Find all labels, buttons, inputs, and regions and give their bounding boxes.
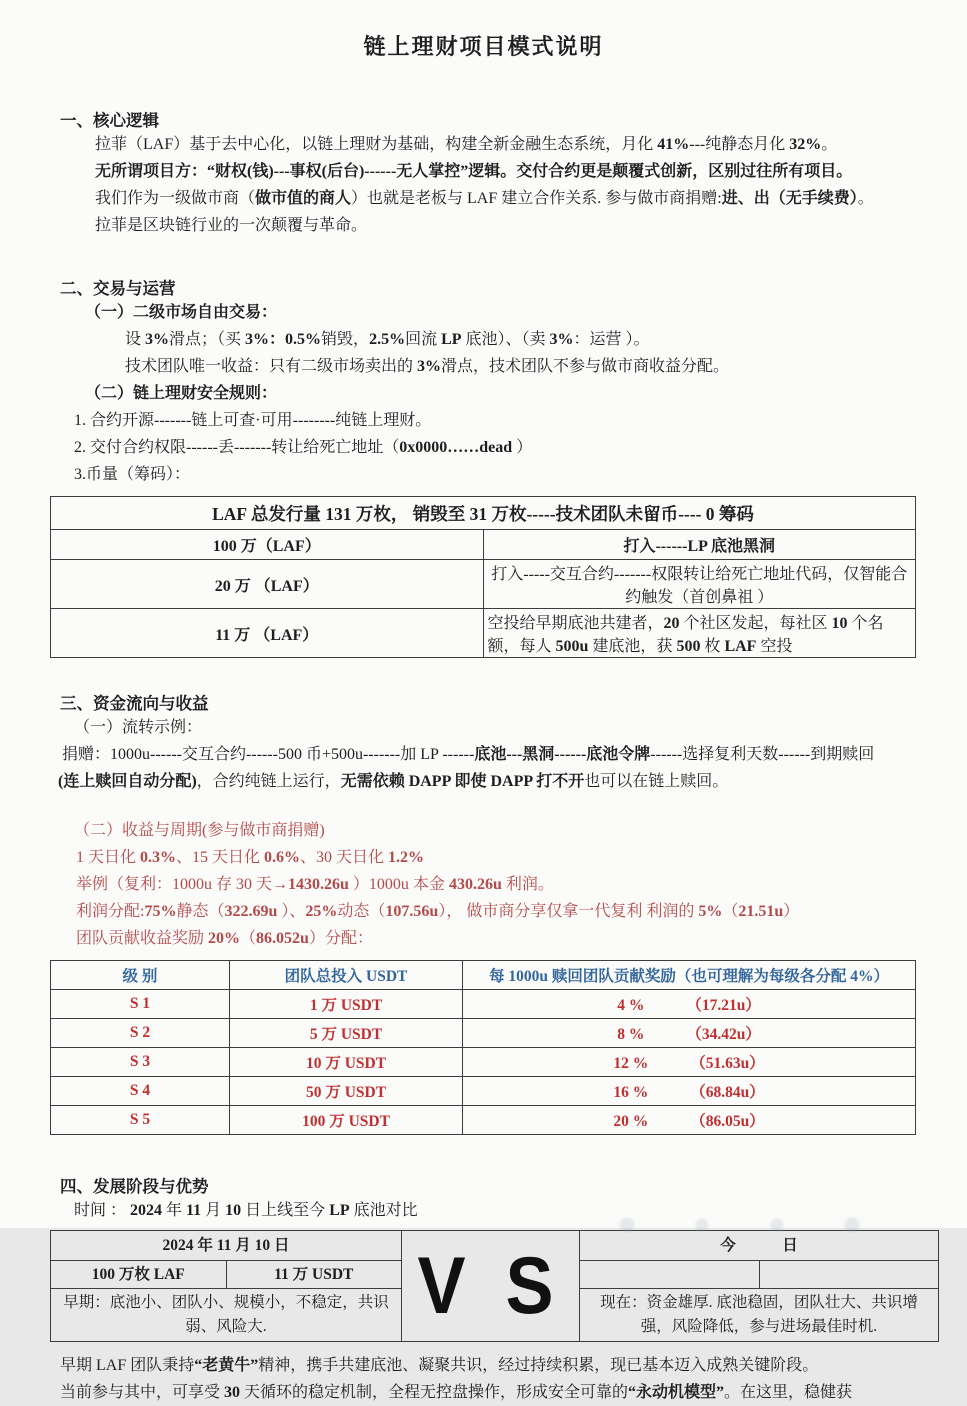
- section1-heading: 一、核心逻辑: [60, 111, 159, 130]
- page-title: 链上理财项目模式说明: [363, 34, 604, 59]
- section2-rule-1: 1. 合约开源-------链上可查·可用--------纯链上理财。: [74, 412, 432, 429]
- early-stage-desc: 早期：底池小、团队小、规模小，不稳定，共识弱、风险大.: [63, 1294, 389, 1335]
- section3-heading: 三、资金流向与收益: [60, 694, 209, 713]
- section2-sub2-heading: （二）链上理财安全规则：: [85, 385, 278, 402]
- table-row: [51, 609, 916, 658]
- reward-header: 每 1000u 赎回团队贡献奖励（也可理解为每级各分配 4%）: [463, 961, 916, 990]
- level-cell: S 5: [51, 1106, 230, 1135]
- returns-profit-split: 利润分配:75%静态（322.69u ）、25%动态（107.56u）， 做市商分享仅拿一代复利 利润的 5%（21.51u）: [76, 903, 800, 920]
- watermark: [597, 1216, 897, 1234]
- reward-amount: （68.84u）: [690, 1084, 765, 1101]
- supply-desc-cell: 打入------LP 底池黑洞: [483, 530, 916, 560]
- supply-amount-cell: 11 万 （LAF）: [51, 609, 484, 658]
- table-row: [51, 560, 916, 609]
- vs-cell: [402, 1231, 579, 1341]
- invest-cell: 5 万 USDT: [230, 1019, 463, 1048]
- supply-amount-cell: 20 万 （LAF）: [51, 560, 484, 609]
- supply-desc-cell: 打入-----交互合约-------权限转让给死亡地址代码，仅智能合约触发（首创鼻祖 ）: [483, 560, 916, 609]
- closing-paragraph-line1: 早期 LAF 团队秉持“老黄牛”精神，携手共建底池、凝聚共识，经过持续积累，现已基本迈入成熟关键阶段。: [60, 1357, 819, 1374]
- token-supply-table: [50, 496, 916, 658]
- section1-line1: 拉菲（LAF）基于去中心化，以链上理财为基础，构建全新金融生态系统，月化 41%---纯静态月化 32%。: [95, 136, 838, 153]
- section3-sub-heading: （一）流转示例：: [74, 719, 203, 736]
- reward-cell: [463, 990, 916, 1019]
- section2-slippage-line: 设 3%滑点；（买 3%：0.5%销毁，2.5%回流 LP 底池）、（卖 3%：运营 ）。: [125, 331, 650, 348]
- invest-cell: 1 万 USDT: [230, 990, 463, 1019]
- section2-heading: 二、交易与运营: [60, 279, 176, 298]
- section3-flow-line1: 捐赠：1000u------交互合约------500 币+500u-------加 LP ------底池---黑洞------底池令牌------选择复利天数------到期赎回: [62, 746, 875, 763]
- section2-rule-3: 3.币量（筹码）：: [74, 466, 191, 483]
- usdt-amount-cell: 11 万 USDT: [274, 1266, 354, 1283]
- team-level-table: [50, 960, 916, 1135]
- section3-flow-line2: (连上赎回自动分配)，合约纯链上运行，无需依赖 DAPP 即使 DAPP 打不开也可以在链上赎回。: [58, 773, 729, 790]
- reward-pct: 8 %: [617, 1026, 645, 1043]
- comparison-left-date: 2024 年 11 月 10 日: [51, 1231, 401, 1261]
- laf-amount-cell: 100 万枚 LAF: [51, 1261, 227, 1288]
- table-row: [51, 497, 916, 530]
- current-stage-desc: 现在：资金雄厚. 底池稳固，团队壮大、共识增强，风险降低，参与进场最佳时机.: [600, 1294, 918, 1335]
- comparison-right-date: 今 日: [580, 1231, 938, 1261]
- reward-cell: [463, 1077, 916, 1106]
- returns-example: 举例（复利：1000u 存 30 天→1430.26u ）1000u 本金 430.26u 利润。: [76, 876, 554, 893]
- invest-cell: 50 万 USDT: [230, 1077, 463, 1106]
- invest-cell: 10 万 USDT: [230, 1048, 463, 1077]
- section2-rule-2: 2. 交付合约权限------丢-------转让给死亡地址（0x0000……dead ）: [74, 439, 533, 456]
- table-row: [51, 1019, 916, 1048]
- table-row: [51, 530, 916, 560]
- section1-line4: 拉菲是区块链行业的一次颠覆与革命。: [95, 217, 368, 234]
- reward-amount: （17.21u）: [686, 997, 761, 1014]
- level-cell: S 2: [51, 1019, 230, 1048]
- comparison-left-block: [51, 1231, 402, 1341]
- reward-amount: （34.42u）: [686, 1026, 761, 1043]
- reward-cell: [463, 1106, 916, 1135]
- section1-line2: 无所谓项目方：“财权(钱)---事权(后台)------无人掌控”逻辑。交付合约更是颠覆式创新，区别过往所有项目。: [95, 163, 853, 180]
- invest-header: 团队总投入 USDT: [230, 961, 463, 990]
- reward-pct: 4 %: [617, 997, 645, 1014]
- reward-amount: （51.63u）: [690, 1055, 765, 1072]
- invest-cell: 100 万 USDT: [230, 1106, 463, 1135]
- reward-pct: 12 %: [613, 1055, 649, 1072]
- section4-time-line: 时间 ： 2024 年 11 月 10 日上线至今 LP 底池对比: [74, 1202, 418, 1219]
- level-header: 级 别: [51, 961, 230, 990]
- section2-sub1-heading: （一）二级市场自由交易：: [85, 304, 278, 321]
- comparison-left-values: [51, 1261, 401, 1289]
- level-cell: S 4: [51, 1077, 230, 1106]
- table-row: [51, 1106, 916, 1135]
- returns-team-reward: 团队贡献收益奖励 20%（86.052u）分配：: [76, 930, 373, 947]
- reward-pct: 20 %: [613, 1113, 649, 1130]
- reward-cell: [463, 1019, 916, 1048]
- supply-amount-cell: 100 万（LAF）: [51, 530, 484, 560]
- section4-heading: 四、发展阶段与优势: [60, 1177, 209, 1196]
- table-row: [51, 990, 916, 1019]
- returns-section: [0, 817, 967, 952]
- closing-paragraph-line2: 当前参与其中，可享受 30 天循环的稳定机制，全程无控盘操作，形成安全可靠的“永动机模型”。在这里，稳健获: [60, 1384, 853, 1401]
- vs-label: V S: [417, 1241, 564, 1331]
- returns-heading: （二）收益与周期(参与做市商捐赠): [74, 822, 325, 839]
- supply-table-header: LAF 总发行量 131 万枚， 销毁至 31 万枚-----技术团队未留币---- 0 筹码: [51, 497, 916, 530]
- reward-pct: 16 %: [613, 1084, 649, 1101]
- returns-daily-rates: 1 天日化 0.3%、15 天日化 0.6%、30 天日化 1.2%: [76, 849, 425, 866]
- reward-cell: [463, 1048, 916, 1077]
- table-row: [51, 1048, 916, 1077]
- level-cell: S 3: [51, 1048, 230, 1077]
- section1-line3: 我们作为一级做市商（做市值的商人）也就是老板与 LAF 建立合作关系. 参与做市商捐赠:进、出（无手续费）。: [95, 190, 874, 207]
- supply-desc-cell: 空投给早期底池共建者，20 个社区发起，每社区 10 个名额，每人 500u 建底池，获 500 枚 LAF 空投: [483, 609, 916, 658]
- empty-cell: [580, 1261, 760, 1288]
- reward-amount: （86.05u）: [690, 1113, 765, 1130]
- comparison-right-values: [580, 1261, 938, 1289]
- comparison-right-block: [579, 1231, 938, 1341]
- empty-cell: [760, 1261, 939, 1288]
- table-header-row: [51, 961, 916, 990]
- comparison-table: [50, 1230, 939, 1342]
- section2-techteam-line: 技术团队唯一收益：只有二级市场卖出的 3%滑点，技术团队不参与做市商收益分配。: [125, 358, 730, 375]
- table-row: [51, 1077, 916, 1106]
- level-cell: S 1: [51, 990, 230, 1019]
